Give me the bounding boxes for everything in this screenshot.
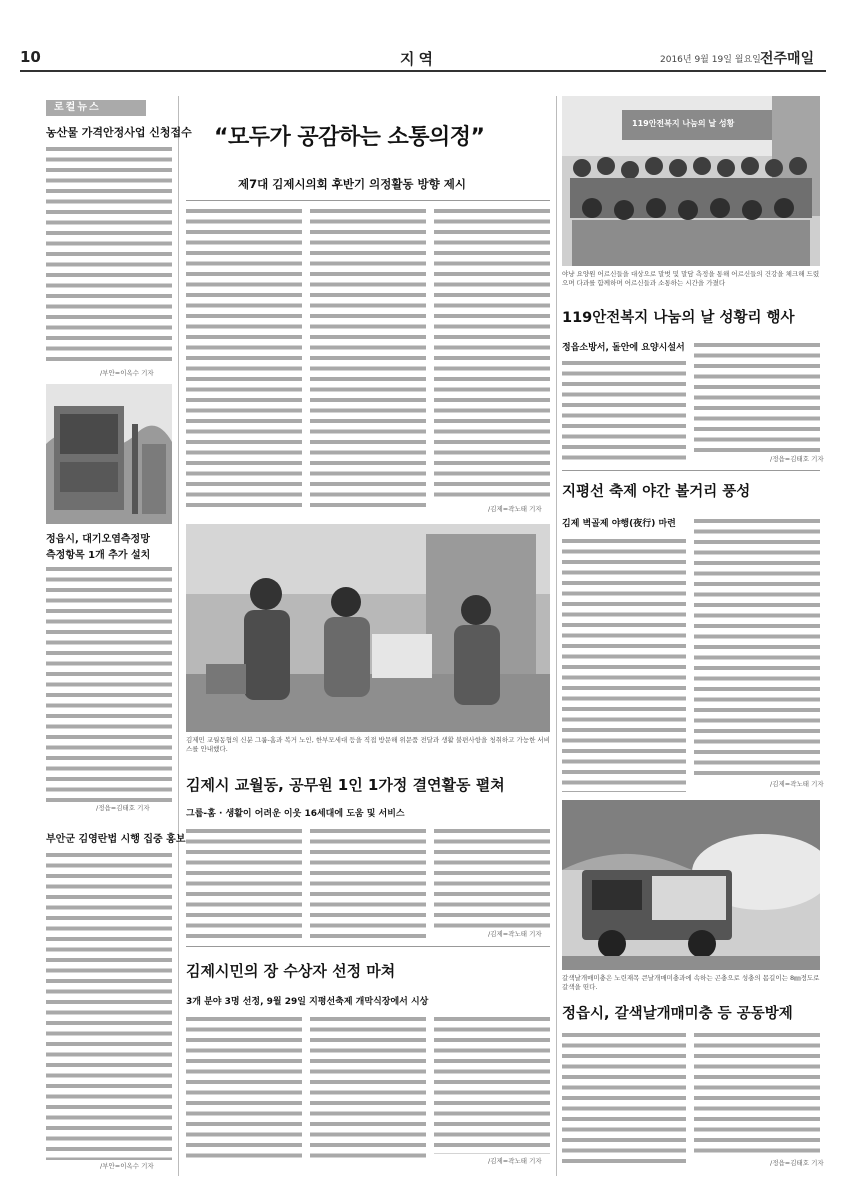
column-divider [556,96,557,1176]
article-headline: 농산물 가격안정사업 신청접수 [46,126,192,139]
photo-banner: 119안전복지 나눔의 날 성황 [632,119,735,128]
article-byline: /부안=이옥수 기자 [100,369,154,377]
article-headline: 정읍시, 갈색날개매미충 등 공동방제 [562,1006,793,1022]
article-column [562,536,686,792]
article-byline: /부안=이옥수 기자 [100,1162,154,1170]
article-headline: 김제시 교월동, 공무원 1인 1가정 결연활동 펼쳐 [186,776,505,794]
article-subheadline: 김제 벽골제 야행(夜行) 마련 [562,519,676,529]
article-byline: /정읍=김태호 기자 [770,455,824,463]
article-byline: /김제=곽노태 기자 [770,780,824,788]
article-column [310,826,426,938]
article-body [46,850,172,1160]
article-headline: 정읍시, 대기오염측정망 [46,534,150,545]
logo-text: 로컬뉴스 [54,102,101,113]
main-story-column [310,206,426,512]
volunteer-visit-photo [186,524,550,732]
local-news-logo [46,100,146,116]
article-headline: 김제시민의 장 수상자 선정 마쳐 [186,962,396,980]
article-subheadline: 3개 분야 3명 선정, 9월 29일 지평선축제 개막식장에서 시상 [186,997,429,1007]
pest-control-truck-photo [562,800,820,970]
issue-date: 2016년 9월 19일 월요일 [660,55,761,65]
article-body [46,144,172,366]
article-column [562,358,686,460]
article-column [186,1014,302,1164]
article-byline: /김제=곽노태 기자 [488,1157,542,1165]
article-byline: /김제=곽노태 기자 [488,505,542,513]
page-number: 10 [20,48,41,66]
newspaper-brand: 전주매일 [760,51,815,67]
article-subheadline: 정읍소방서, 돌안에 요양시설서 [562,343,685,353]
main-headline: “모두가 공감하는 소통의정” [214,125,485,150]
main-subheadline: 제7대 김제시의회 후반기 의정활동 방향 제시 [238,177,466,191]
weather-station-photo [46,384,172,524]
article-column [310,1014,426,1164]
article-column [694,340,820,454]
article-subheadline: 측정항목 1개 추가 설치 [46,550,151,561]
article-column [434,1014,550,1154]
photo-caption: 야냥 요양원 어르신들을 대상으로 말벗 및 말담 측정을 통해 어르신들의 건강을 체크해 드렸으며 다과를 함께하며 어르신들과 소통하는 시간을 가졌다 [562,270,820,287]
main-story-column [434,206,550,502]
nursing-home-group-photo [562,96,820,266]
photo-caption: 갈색날개매미충은 노린재목 큰날개매미충과에 속하는 곤충으로 성충의 몸길이는 8㎜정도로 갈색을 띤다. [562,974,820,991]
article-byline: /정읍=김태호 기자 [770,1159,824,1167]
divider [186,946,550,947]
article-column [186,826,302,938]
article-headline: 부안군 김영란법 시행 집중 홍보 [46,834,186,845]
article-byline: /김제=곽노태 기자 [488,930,542,938]
divider [562,470,820,471]
divider [186,200,550,201]
column-divider [178,96,179,1176]
article-subheadline: 그룹-홈 · 생활이 어려운 이웃 16세대에 도움 및 서비스 [186,809,405,819]
article-column [694,516,820,778]
article-column [562,1030,686,1166]
article-column [694,1030,820,1156]
article-headline: 119안전복지 나눔의 날 성황리 행사 [562,310,795,326]
article-byline: /정읍=김태호 기자 [96,804,150,812]
article-column [434,826,550,928]
section-title: 지역 [400,50,437,68]
page-header [20,48,826,72]
main-story-column [186,206,302,512]
photo-caption: 김제민 교월동협의 신분 그룹-홈과 복거 노인, 한부모세대 등을 직접 방문해 위문품 전달과 생활 불편사항을 청취하고 가능한 서비스를 안내했다. [186,736,550,753]
article-headline: 지평선 축제 야간 볼거리 풍성 [562,484,751,500]
article-body [46,564,172,802]
